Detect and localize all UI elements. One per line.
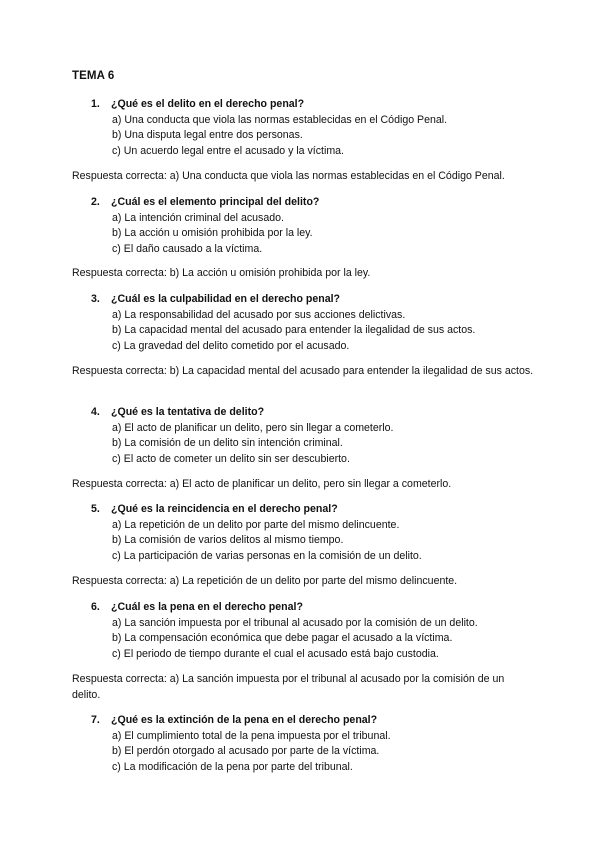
question-heading bbox=[91, 713, 391, 729]
question-block bbox=[91, 195, 319, 257]
question-heading bbox=[91, 195, 319, 211]
answer-option: b) La comisión de varios delitos al mismo tiempo. bbox=[112, 534, 344, 546]
correct-answer: Respuesta correcta: a) El acto de planificar un delito, pero sin llegar a cometerlo. bbox=[72, 478, 452, 490]
question-text: ¿Cuál es el elemento principal del delito? bbox=[111, 196, 320, 208]
question-text: ¿Qué es la tentativa de delito? bbox=[111, 406, 265, 418]
question-heading bbox=[91, 292, 475, 308]
correct-answer: Respuesta correcta: a) La sanción impuesta por el tribunal al acusado por la comisión de un delito. bbox=[72, 673, 505, 701]
answer-option: c) El acto de cometer un delito sin ser descubierto. bbox=[112, 452, 350, 465]
answer-option: a) La intención criminal del acusado. bbox=[112, 211, 284, 224]
question-block bbox=[91, 292, 475, 354]
answer-option: a) La sanción impuesta por el tribunal al acusado por la comisión de un delito. bbox=[112, 616, 478, 629]
answer-option: c) Un acuerdo legal entre el acusado y la víctima. bbox=[112, 144, 345, 157]
correct-answer: Respuesta correcta: b) La acción u omisión prohibida por la ley. bbox=[72, 267, 371, 279]
page-title: TEMA 6 bbox=[72, 70, 115, 82]
answer-option: c) La gravedad del delito cometido por el acusado. bbox=[112, 339, 350, 352]
answer-option: b) El perdón otorgado al acusado por parte de la víctima. bbox=[112, 745, 380, 757]
answer-option: b) La compensación económica que debe pagar el acusado a la víctima. bbox=[112, 632, 453, 644]
question-text: ¿Cuál es la pena en el derecho penal? bbox=[111, 601, 303, 613]
answer-option: c) El daño causado a la víctima. bbox=[112, 242, 263, 255]
answer-option: a) La repetición de un delito por parte del mismo delincuente. bbox=[112, 518, 400, 531]
question-block bbox=[91, 405, 393, 467]
answer-option: b) La comisión de un delito sin intención criminal. bbox=[112, 437, 343, 449]
question-heading bbox=[91, 97, 447, 113]
question-number: 2. bbox=[91, 196, 100, 208]
question-text: ¿Qué es la extinción de la pena en el derecho penal? bbox=[111, 714, 378, 726]
question-heading bbox=[91, 405, 393, 421]
answer-option: a) La responsabilidad del acusado por sus acciones delictivas. bbox=[112, 308, 406, 321]
question-number: 6. bbox=[91, 601, 100, 613]
question-number: 4. bbox=[91, 406, 100, 418]
question-text: ¿Cuál es la culpabilidad en el derecho penal? bbox=[111, 293, 341, 305]
question-heading bbox=[91, 502, 422, 518]
correct-answer: Respuesta correcta: a) Una conducta que viola las normas establecidas en el Código Penal. bbox=[72, 170, 505, 182]
answer-option: a) El acto de planificar un delito, pero sin llegar a cometerlo. bbox=[112, 421, 394, 434]
question-number: 5. bbox=[91, 503, 100, 515]
question-number: 1. bbox=[91, 98, 100, 110]
question-text: ¿Qué es el delito en el derecho penal? bbox=[111, 98, 305, 110]
answer-option: c) La participación de varias personas en la comisión de un delito. bbox=[112, 549, 422, 562]
question-block bbox=[91, 97, 447, 159]
correct-answer: Respuesta correcta: a) La repetición de un delito por parte del mismo delincuente. bbox=[72, 575, 458, 587]
question-text: ¿Qué es la reincidencia en el derecho penal? bbox=[111, 503, 338, 515]
answer-option: c) El periodo de tiempo durante el cual el acusado está bajo custodia. bbox=[112, 647, 439, 660]
question-block bbox=[91, 600, 478, 662]
question-block bbox=[91, 502, 422, 564]
answer-option: b) Una disputa legal entre dos personas. bbox=[112, 129, 303, 141]
question-heading bbox=[91, 600, 478, 616]
answer-option: b) La capacidad mental del acusado para entender la ilegalidad de sus actos. bbox=[112, 324, 476, 336]
question-number: 7. bbox=[91, 714, 100, 726]
answer-option: b) La acción u omisión prohibida por la ley. bbox=[112, 227, 313, 239]
answer-option: c) La modificación de la pena por parte del tribunal. bbox=[112, 760, 353, 773]
answer-option: a) El cumplimiento total de la pena impuesta por el tribunal. bbox=[112, 729, 391, 742]
question-block bbox=[91, 713, 391, 775]
question-number: 3. bbox=[91, 293, 100, 305]
answer-option: a) Una conducta que viola las normas establecidas en el Código Penal. bbox=[112, 113, 448, 126]
correct-answer: Respuesta correcta: b) La capacidad mental del acusado para entender la ilegalidad de sus actos. bbox=[72, 365, 534, 377]
